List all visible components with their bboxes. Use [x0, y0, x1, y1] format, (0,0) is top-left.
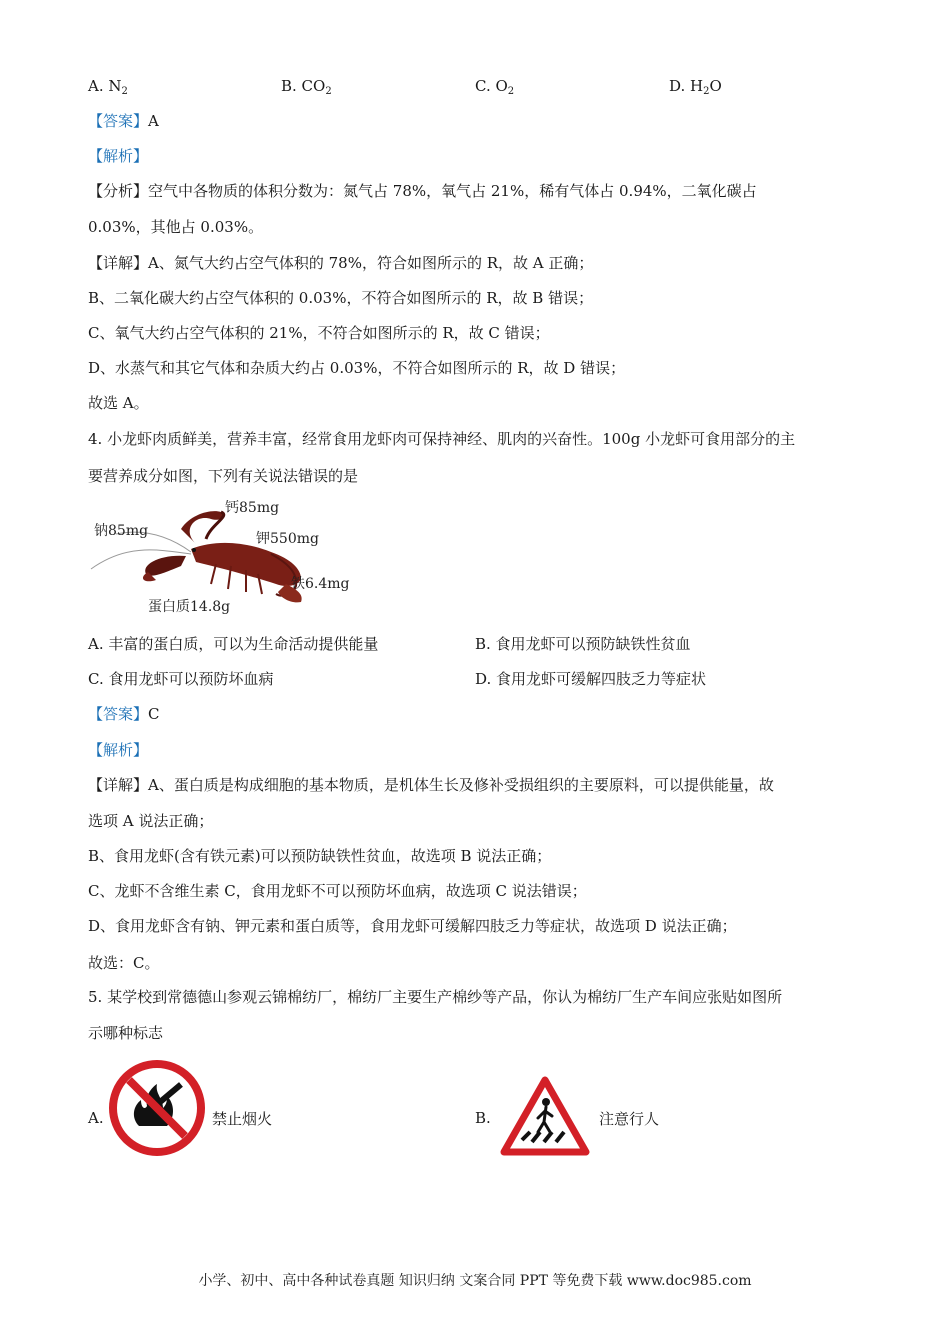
- q4-option-a: A. 丰富的蛋白质，可以为生命活动提供能量: [88, 635, 379, 653]
- q4-detail-a-line-1: 【详解】A、蛋白质是构成细胞的基本物质，是机体生长及修补受损组织的主要原料，可以提供能量，故: [88, 776, 774, 794]
- q3-answer: 【答案】A: [88, 112, 159, 130]
- q5-stem-line-2: 示哪种标志: [88, 1024, 164, 1042]
- q4-analysis-tag: 【解析】: [88, 741, 149, 759]
- q3-option-a: A. $N_2$: [88, 77, 128, 97]
- pedestrian-sign: [500, 1076, 590, 1160]
- q4-detail-c: C、龙虾不含维生素 C，食用龙虾不可以预防坏血病，故选项 C 说法错误；: [88, 882, 587, 900]
- q3-option-b: B. $CO_2$: [281, 77, 332, 97]
- q5-stem-line-1: 5. 某学校到常德德山参观云锦棉纺厂，棉纺厂主要生产棉纱等产品，你认为棉纺厂生产车间应张贴如图所: [88, 988, 783, 1006]
- q4-stem-line-1: 4. 小龙虾肉质鲜美，营养丰富，经常食用龙虾肉可保持神经、肌肉的兴奋性。100g 小龙虾可食用部分的主: [88, 430, 796, 448]
- q3-detail-d: D、水蒸气和其它气体和杂质大约占 0.03%，不符合如图所示的 R，故 D 错误；: [88, 359, 626, 377]
- q3-detail-c: C、氧气大约占空气体积的 21%，不符合如图所示的 R，故 C 错误；: [88, 324, 550, 342]
- q4-detail-a-line-2: 选项 A 说法正确；: [88, 812, 214, 830]
- q3-detail-b: B、二氧化碳大约占空气体积的 0.03%，不符合如图所示的 R，故 B 错误；: [88, 289, 594, 307]
- q3-conclusion: 故选 A。: [88, 394, 149, 412]
- nutrient-sodium-label: 钠85mg: [94, 523, 149, 539]
- no-fire-sign: [109, 1060, 205, 1160]
- q4-option-d: D. 食用龙虾可缓解四肢乏力等症状: [475, 670, 707, 688]
- q4-option-b: B. 食用龙虾可以预防缺铁性贫血: [475, 635, 691, 653]
- no-fire-icon: [109, 1060, 205, 1156]
- pedestrian-caption: 注意行人: [599, 1110, 660, 1128]
- q4-answer: 【答案】C: [88, 705, 160, 723]
- nutrient-potassium-label: 钾550mg: [256, 531, 319, 547]
- nutrient-iron-label: 铁6.4mg: [291, 576, 350, 592]
- q3-detail-a: 【详解】A、氮气大约占空气体积的 78%，符合如图所示的 R，故 A 正确；: [88, 254, 594, 272]
- q3-fenxi-line-1: 【分析】空气中各物质的体积分数为：氮气占 78%，氧气占 21%，稀有气体占 0.94%，二氧化碳占: [88, 182, 757, 200]
- q3-fenxi-line-2: 0.03%，其他占 0.03%。: [88, 218, 264, 236]
- nutrient-calcium-label: 钙85mg: [225, 500, 280, 516]
- q3-analysis-tag: 【解析】: [88, 147, 149, 165]
- q4-detail-d: D、食用龙虾含有钠、钾元素和蛋白质等，食用龙虾可缓解四肢乏力等症状，故选项 D 说法正确；: [88, 917, 737, 935]
- q4-option-c: C. 食用龙虾可以预防坏血病: [88, 670, 274, 688]
- q3-option-d: D. $H_2O$: [669, 77, 722, 97]
- no-fire-caption: 禁止烟火: [212, 1110, 273, 1128]
- q4-stem-line-2: 要营养成分如图，下列有关说法错误的是: [88, 467, 359, 485]
- q4-conclusion: 故选：C。: [88, 954, 160, 972]
- q5-option-b-label: B.: [475, 1109, 491, 1127]
- q4-detail-b: B、食用龙虾(含有铁元素)可以预防缺铁性贫血，故选项 B 说法正确；: [88, 847, 552, 865]
- pedestrian-warning-icon: [500, 1076, 590, 1156]
- q3-option-c: C. $O_2$: [475, 77, 515, 97]
- nutrient-protein-label: 蛋白质14.8g: [148, 599, 231, 615]
- q5-option-a-label: A.: [88, 1109, 104, 1127]
- page-footer: 小学、初中、高中各种试卷真题 知识归纳 文案合同 PPT 等免费下载 www.doc985.com: [198, 1273, 752, 1289]
